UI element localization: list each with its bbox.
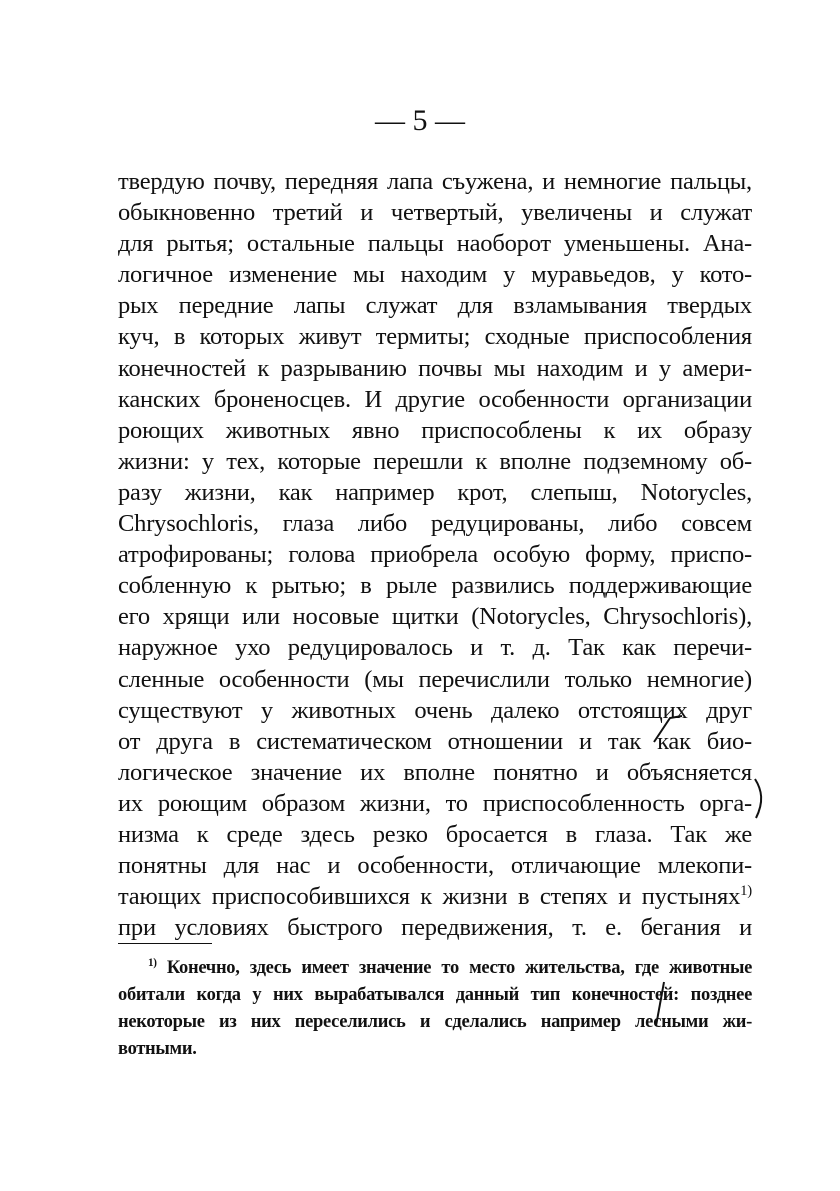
text-line: роющих животных явно приспособлены к их образу	[118, 416, 752, 444]
footnote-line: вотными.	[118, 1039, 197, 1059]
footnote-reference: 1)	[740, 883, 752, 899]
text-line: атрофированы; голова приобрела особую форму, приспо-	[118, 541, 752, 569]
footnote-line: некоторые из них переселились и сделались например лесными жи-	[118, 1012, 752, 1032]
text-line: рых передние лапы служат для взламывания твердых	[118, 292, 752, 320]
text-line: логичное изменение мы находим у муравьедов, у кото-	[118, 261, 752, 289]
page-number: — 5 —	[375, 104, 465, 137]
text-line: канских броненосцев. И другие особенности организации	[118, 385, 752, 413]
text-line: логическое значение их вполне понятно и объясняется	[118, 758, 752, 786]
text-line: разу жизни, как например крот, слепыш, Notorycles,	[118, 478, 752, 506]
text-line: при условиях быстрого передвижения, т. е. бегания и	[118, 914, 752, 942]
text-line: твердую почву, передняя лапа съужена, и немногие пальцы,	[118, 168, 752, 195]
footnote-marker: 1)	[148, 956, 157, 969]
footnote-divider	[118, 943, 212, 944]
text-line: от друга в систематическом отношении и так как био-	[118, 727, 752, 755]
text-line: куч, в которых живут термиты; сходные приспособления	[118, 323, 752, 351]
text-line: их роющим образом жизни, то приспособленность орга-	[118, 789, 752, 817]
text-line: его хрящи или носовые щитки (Notorycles, Chrysochloris),	[118, 603, 752, 631]
text-line: низма к среде здесь резко бросается в глаза. Так же	[118, 820, 752, 848]
text-line: Chrysochloris, глаза либо редуцированы, либо совсем	[118, 510, 752, 538]
text-line-content: тающих приспособившихся к жизни в степях и пустынях	[118, 883, 741, 911]
text-line: существуют у животных очень далеко отстоящих друг	[118, 696, 752, 724]
text-line: обыкновенно третий и четвертый, увеличены и служат	[118, 199, 752, 227]
text-line: жизни: у тех, которые перешли к вполне подземному об-	[118, 447, 752, 475]
footnote	[118, 955, 752, 1063]
text-line: наружное ухо редуцировалось и т. д. Так как перечи-	[118, 634, 752, 662]
text-line-with-footnote-ref	[118, 881, 752, 912]
text-line: для рытья; остальные пальцы наоборот уменьшены. Ана-	[118, 230, 752, 258]
body-text	[118, 166, 752, 943]
text-line: сленные особенности (мы перечислили только немногие)	[118, 665, 752, 693]
pencil-correction-mark	[752, 776, 772, 822]
text-line: понятны для нас и особенности, отличающие млекопи-	[118, 852, 752, 880]
text-line: собленную к рытью; в рыле развились поддерживающие	[118, 572, 752, 600]
footnote-line: обитали когда у них вырабатывался данный тип конечностей: позднее	[118, 985, 752, 1005]
footnote-line	[118, 955, 752, 982]
footnote-line-text: Конечно, здесь имеет значение то место жительства, где животные	[166, 958, 752, 978]
text-line: конечностей к разрыванию почвы мы находим и у амери-	[118, 354, 752, 382]
